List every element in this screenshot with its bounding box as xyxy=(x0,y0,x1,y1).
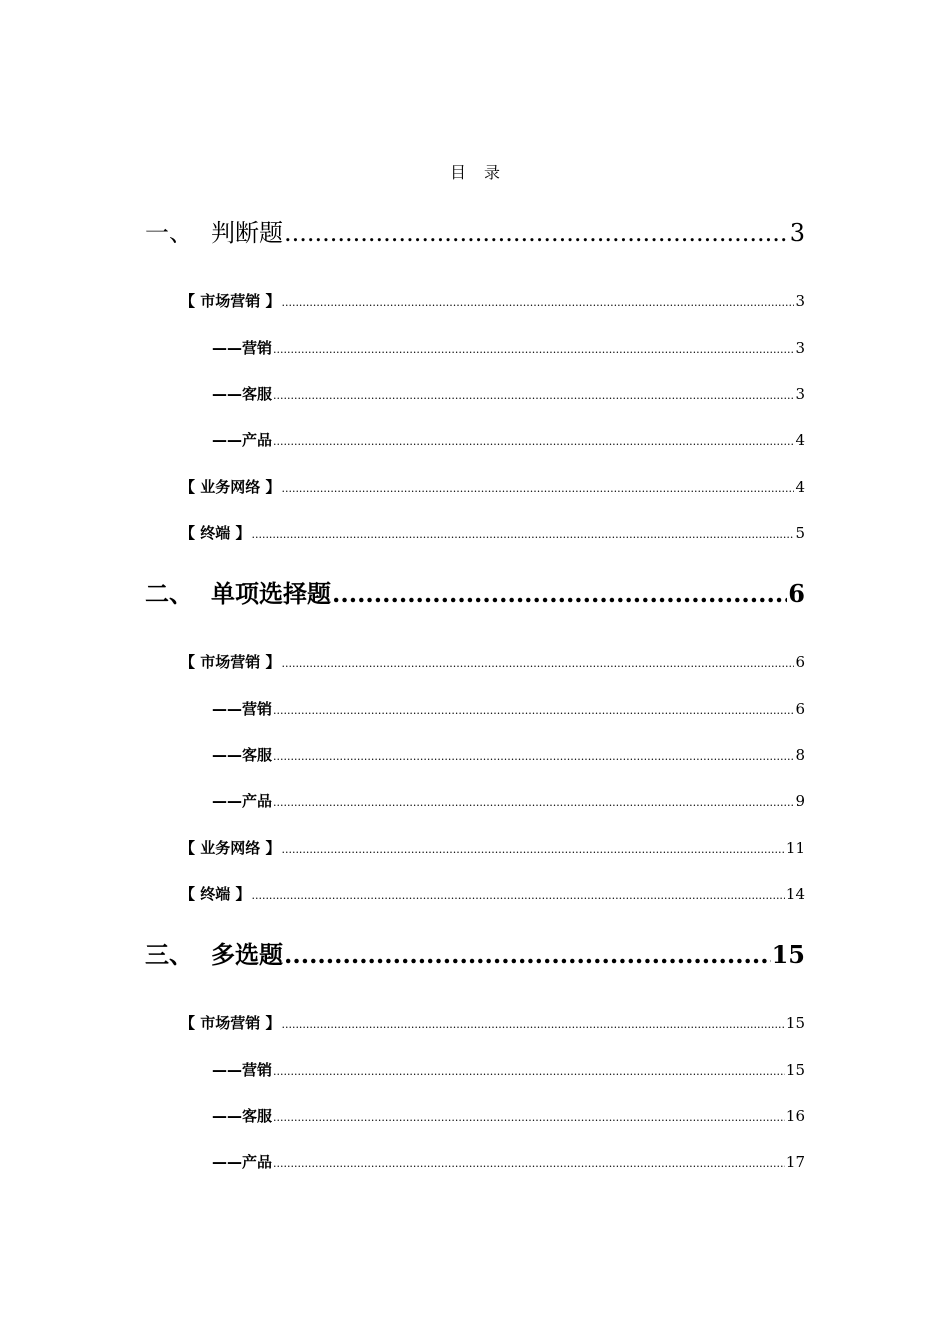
page-number: 3 xyxy=(795,292,805,310)
entry-label: ——产品 xyxy=(212,431,273,449)
entry-label: 【 市场营销 】 xyxy=(180,1014,281,1032)
dot-leader xyxy=(281,1018,784,1031)
dot-leader xyxy=(284,940,771,969)
dot-leader xyxy=(273,796,794,809)
toc-entry[interactable] xyxy=(180,837,805,858)
section-title: 判断题 xyxy=(211,219,283,247)
page-number: 3 xyxy=(795,339,805,357)
entry-label: 【 终端 】 xyxy=(180,524,251,542)
toc-entry[interactable] xyxy=(212,744,805,765)
toc-entry[interactable] xyxy=(212,337,805,358)
dot-leader xyxy=(273,435,794,448)
dot-leader xyxy=(273,1157,785,1170)
toc-title xyxy=(0,160,950,183)
dot-leader xyxy=(281,843,784,856)
section-number: 一、 xyxy=(145,219,193,247)
entry-label: 【 业务网络 】 xyxy=(180,839,281,857)
toc-entry[interactable] xyxy=(212,1151,805,1172)
toc-entry[interactable] xyxy=(212,429,805,450)
page-number: 9 xyxy=(795,792,805,810)
page-number: 15 xyxy=(771,940,805,969)
dot-leader xyxy=(273,343,794,356)
toc-entry[interactable] xyxy=(180,1012,805,1033)
toc-entry[interactable] xyxy=(180,290,805,311)
dot-leader xyxy=(251,528,794,541)
entry-label: ——客服 xyxy=(212,746,273,764)
page-number: 17 xyxy=(785,1153,805,1171)
page-number: 15 xyxy=(785,1014,805,1032)
dot-leader xyxy=(281,296,794,309)
dot-leader xyxy=(332,579,787,608)
section-number: 三、 xyxy=(145,940,193,969)
toc-entry[interactable] xyxy=(180,476,805,497)
dot-leader xyxy=(281,657,794,670)
toc-entry[interactable] xyxy=(212,698,805,719)
toc-section-2[interactable] xyxy=(145,574,805,609)
page-number: 6 xyxy=(788,579,805,608)
dot-leader xyxy=(273,704,794,717)
page-number: 4 xyxy=(795,478,805,496)
toc-entry[interactable] xyxy=(212,790,805,811)
toc-entry[interactable] xyxy=(212,1059,805,1080)
dot-leader xyxy=(281,482,794,495)
page-number: 14 xyxy=(785,885,805,903)
section-number: 二、 xyxy=(145,579,193,608)
entry-label: 【 终端 】 xyxy=(180,885,251,903)
toc-title-char-1: 目 xyxy=(449,163,466,182)
dot-leader xyxy=(273,1065,785,1078)
entry-label: ——产品 xyxy=(212,792,273,810)
toc-section-3[interactable] xyxy=(145,935,805,970)
toc-title-char-2: 录 xyxy=(484,163,501,182)
page-number: 6 xyxy=(795,700,805,718)
entry-label: ——产品 xyxy=(212,1153,273,1171)
entry-label: ——客服 xyxy=(212,385,273,403)
toc-entry[interactable] xyxy=(180,522,805,543)
dot-leader xyxy=(273,750,794,763)
toc-entry[interactable] xyxy=(212,383,805,404)
dot-leader xyxy=(273,1111,785,1124)
toc-section-1[interactable] xyxy=(145,213,805,248)
dot-leader xyxy=(251,889,784,902)
entry-label: ——营销 xyxy=(212,339,273,357)
page-number: 11 xyxy=(785,839,805,857)
dot-leader xyxy=(284,219,789,247)
entry-label: ——营销 xyxy=(212,1061,273,1079)
page-number: 16 xyxy=(785,1107,805,1125)
page-number: 5 xyxy=(795,524,805,542)
entry-label: 【 市场营销 】 xyxy=(180,292,281,310)
page-number: 15 xyxy=(785,1061,805,1079)
entry-label: 【 市场营销 】 xyxy=(180,653,281,671)
toc-entry[interactable] xyxy=(180,883,805,904)
entry-label: ——客服 xyxy=(212,1107,273,1125)
page-number: 8 xyxy=(795,746,805,764)
section-title: 单项选择题 xyxy=(211,579,331,608)
page-number: 6 xyxy=(795,653,805,671)
toc-entry[interactable] xyxy=(180,651,805,672)
page-number: 4 xyxy=(795,431,805,449)
section-title: 多选题 xyxy=(211,940,283,969)
entry-label: 【 业务网络 】 xyxy=(180,478,281,496)
toc-entry[interactable] xyxy=(212,1105,805,1126)
page-number: 3 xyxy=(789,219,805,247)
entry-label: ——营销 xyxy=(212,700,273,718)
page-number: 3 xyxy=(795,385,805,403)
dot-leader xyxy=(273,389,794,402)
